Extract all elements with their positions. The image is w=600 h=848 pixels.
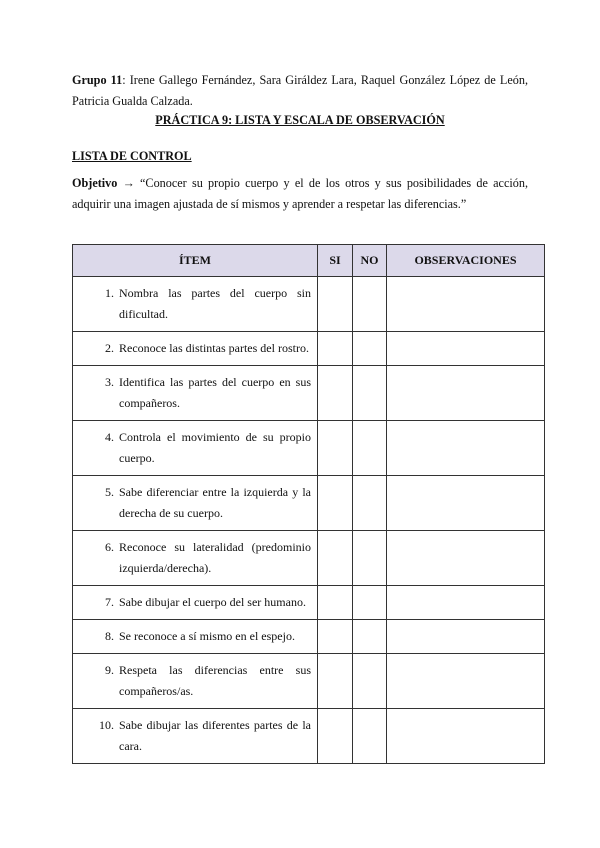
no-cell[interactable] — [353, 709, 387, 764]
item-number: 8. — [105, 629, 114, 643]
item-number: 1. — [105, 286, 114, 300]
si-cell[interactable] — [318, 709, 353, 764]
objective-paragraph — [72, 173, 528, 215]
no-cell[interactable] — [353, 366, 387, 421]
table-row — [73, 654, 545, 709]
group-members: : Irene Gallego Fernández, Sara Giráldez Lara, Raquel González López de León, Patricia Gualda Calzada. — [72, 73, 528, 108]
si-cell[interactable] — [318, 531, 353, 586]
table-row — [73, 586, 545, 620]
observaciones-cell[interactable] — [387, 332, 545, 366]
no-cell[interactable] — [353, 332, 387, 366]
table-row — [73, 531, 545, 586]
si-cell[interactable] — [318, 421, 353, 476]
observaciones-cell[interactable] — [387, 620, 545, 654]
observaciones-cell[interactable] — [387, 476, 545, 531]
table-header-row — [73, 245, 545, 277]
si-cell[interactable] — [318, 476, 353, 531]
item-text: Controla el movimiento de su propio cuerpo. — [119, 430, 311, 465]
table-row — [73, 366, 545, 421]
table-row — [73, 421, 545, 476]
si-cell[interactable] — [318, 366, 353, 421]
si-cell[interactable] — [318, 654, 353, 709]
item-text: Reconoce las distintas partes del rostro. — [119, 341, 309, 355]
observaciones-cell[interactable] — [387, 709, 545, 764]
item-number: 6. — [105, 540, 114, 554]
item-text: Respeta las diferencias entre sus compañeros/as. — [119, 663, 311, 698]
item-number: 9. — [105, 663, 114, 677]
si-cell[interactable] — [318, 620, 353, 654]
item-number: 7. — [105, 595, 114, 609]
header-item: ÍTEM — [73, 245, 318, 277]
table-row — [73, 332, 545, 366]
header-observaciones: OBSERVACIONES — [387, 245, 545, 277]
no-cell[interactable] — [353, 654, 387, 709]
si-cell[interactable] — [318, 332, 353, 366]
objective-label: Objetivo — [72, 176, 118, 190]
item-text: Nombra las partes del cuerpo sin dificultad. — [119, 286, 311, 321]
observaciones-cell[interactable] — [387, 277, 545, 332]
header-si: SI — [318, 245, 353, 277]
item-text: Sabe dibujar las diferentes partes de la cara. — [119, 718, 311, 753]
objective-text: → “Conocer su propio cuerpo y el de los otros y sus posibilidades de acción, adquirir una imagen ajustada de sí mismos y aprender a respetar las diferencias.” — [72, 176, 528, 211]
table-row — [73, 476, 545, 531]
observaciones-cell[interactable] — [387, 421, 545, 476]
group-label: Grupo 11 — [72, 73, 123, 87]
no-cell[interactable] — [353, 421, 387, 476]
item-number: 2. — [105, 341, 114, 355]
item-text: Sabe diferenciar entre la izquierda y la derecha de su cuerpo. — [119, 485, 311, 520]
item-number: 5. — [105, 485, 114, 499]
si-cell[interactable] — [318, 277, 353, 332]
header-no: NO — [353, 245, 387, 277]
no-cell[interactable] — [353, 476, 387, 531]
checklist-table — [72, 244, 545, 764]
no-cell[interactable] — [353, 586, 387, 620]
no-cell[interactable] — [353, 531, 387, 586]
table-row — [73, 620, 545, 654]
item-text: Se reconoce a sí mismo en el espejo. — [119, 629, 295, 643]
observaciones-cell[interactable] — [387, 654, 545, 709]
section-title: LISTA DE CONTROL — [72, 149, 192, 163]
table-row — [73, 709, 545, 764]
si-cell[interactable] — [318, 586, 353, 620]
observaciones-cell[interactable] — [387, 366, 545, 421]
no-cell[interactable] — [353, 620, 387, 654]
observaciones-cell[interactable] — [387, 531, 545, 586]
item-text: Sabe dibujar el cuerpo del ser humano. — [119, 595, 306, 609]
table-row — [73, 277, 545, 332]
group-members-paragraph — [72, 70, 528, 112]
item-text: Reconoce su lateralidad (predominio izquierda/derecha). — [119, 540, 311, 575]
item-number: 4. — [105, 430, 114, 444]
page-title: PRÁCTICA 9: LISTA Y ESCALA DE OBSERVACIÓN — [155, 113, 445, 127]
item-number: 3. — [105, 375, 114, 389]
item-text: Identifica las partes del cuerpo en sus compañeros. — [119, 375, 311, 410]
item-number: 10. — [99, 718, 114, 732]
no-cell[interactable] — [353, 277, 387, 332]
observaciones-cell[interactable] — [387, 586, 545, 620]
